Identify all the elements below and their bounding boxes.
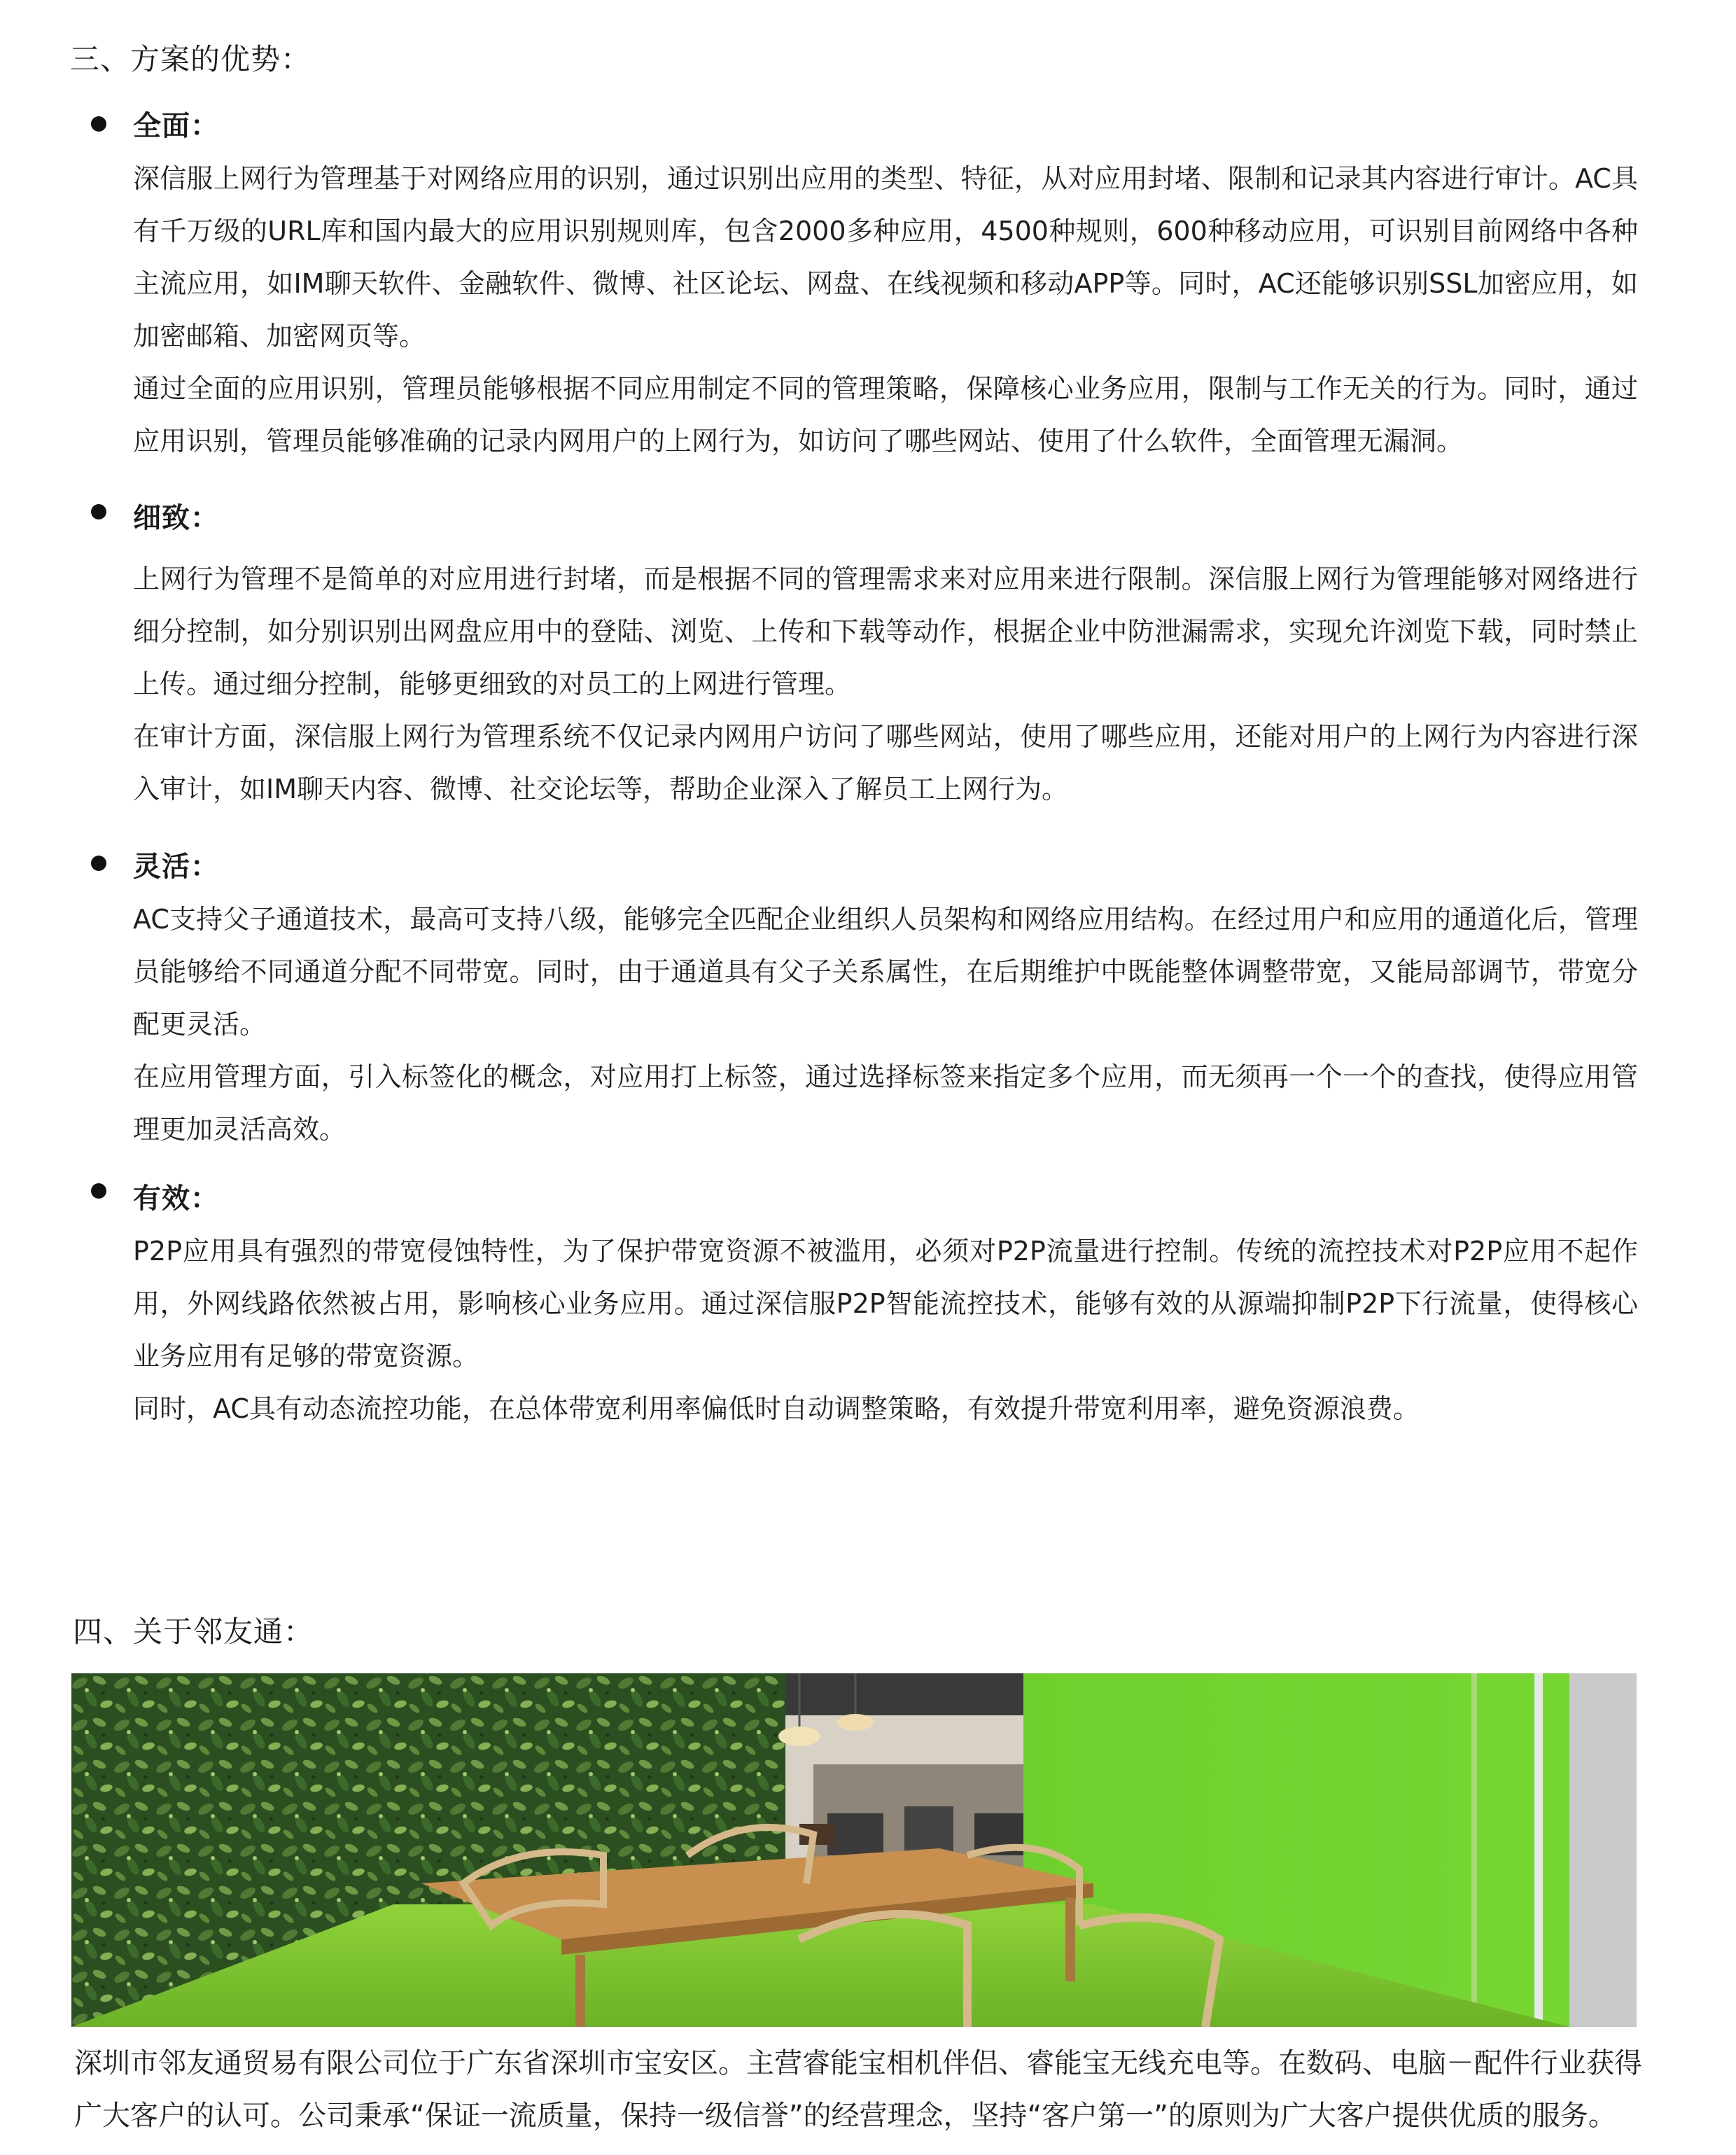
item-title-effective: 有效： — [133, 1183, 219, 1215]
bullet-icon — [91, 1183, 106, 1199]
item-body-comprehensive — [133, 153, 1638, 468]
paragraph: AC支持父子通道技术，最高可支持八级，能够完全匹配企业组织人员架构和网络应用结构。在经过用户和应用的通道化后，管理员能够给不同通道分配不同带宽。同时，由于通道具有父子关系属性，在后期维护中既能整体调整带宽，又能局部调节，带宽分配更灵活。 — [133, 904, 1638, 1040]
paragraph: 同时，AC具有动态流控功能，在总体带宽利用率偏低时自动调整策略，有效提升带宽利用率，避免资源浪费。 — [133, 1393, 1420, 1424]
paragraph: 在应用管理方面，引入标签化的概念，对应用打上标签，通过选择标签来指定多个应用，而无须再一个一个的查找，使得应用管理更加灵活高效。 — [133, 1061, 1638, 1145]
item-title-flexible: 灵活： — [133, 851, 219, 883]
section-3-heading: 三、方案的优势： — [70, 42, 312, 76]
company-description: 深圳市邻友通贸易有限公司位于广东省深圳市宝安区。主营睿能宝相机伴侣、睿能宝无线充电等。在数码、电脑－配件行业获得广大客户的认可。公司秉承“保证一流质量，保持一级信誉”的经营理念，坚持“客户第一”的原则为广大客户提供优质的服务。 — [74, 2047, 1642, 2132]
paragraph: 深信服上网行为管理基于对网络应用的识别，通过识别出应用的类型、特征，从对应用封堵、限制和记录其内容进行审计。AC具有千万级的URL库和国内最大的应用识别规则库，包含2000多种应用，4500种规则，600种移动应用，可识别目前网络中各种主流应用，如IM聊天软件、金融软件、微博、社区论坛、网盘、在线视频和移动APP等。同时，AC还能够识别SSL加密应用，如加密邮箱、加密网页等。 — [133, 163, 1638, 351]
paragraph: 在审计方面，深信服上网行为管理系统不仅记录内网用户访问了哪些网站，使用了哪些应用，还能对用户的上网行为内容进行深入审计，如IM聊天内容、微博、社交论坛等，帮助企业深入了解员工上网行为。 — [133, 721, 1638, 804]
paragraph: 上网行为管理不是简单的对应用进行封堵，而是根据不同的管理需求来对应用来进行限制。深信服上网行为管理能够对网络进行细分控制，如分别识别出网盘应用中的登陆、浏览、上传和下载等动作，根据企业中防泄漏需求，实现允许浏览下载，同时禁止上传。通过细分控制，能够更细致的对员工的上网进行管理。 — [133, 564, 1638, 699]
item-body-detailed — [133, 553, 1638, 816]
item-title-comprehensive: 全面： — [133, 110, 219, 142]
item-body-effective — [133, 1225, 1638, 1435]
item-body-flexible — [133, 893, 1638, 1156]
bullet-icon — [91, 116, 106, 132]
bullet-icon — [91, 856, 106, 871]
paragraph: P2P应用具有强烈的带宽侵蚀特性，为了保护带宽资源不被滥用，必须对P2P流量进行控制。传统的流控技术对P2P应用不起作用，外网线路依然被占用，影响核心业务应用。通过深信服P2P智能流控技术，能够有效的从源端抑制P2P下行流量，使得核心业务应用有足够的带宽资源。 — [133, 1236, 1638, 1372]
item-title-detailed: 细致： — [133, 502, 219, 534]
office-photo — [71, 1673, 1637, 2027]
section-4-heading: 四、关于邻友通： — [73, 1614, 314, 1649]
bullet-icon — [91, 504, 106, 519]
paragraph: 通过全面的应用识别，管理员能够根据不同应用制定不同的管理策略，保障核心业务应用，限制与工作无关的行为。同时，通过应用识别，管理员能够准确的记录内网用户的上网行为，如访问了哪些网站、使用了什么软件，全面管理无漏洞。 — [133, 373, 1638, 456]
